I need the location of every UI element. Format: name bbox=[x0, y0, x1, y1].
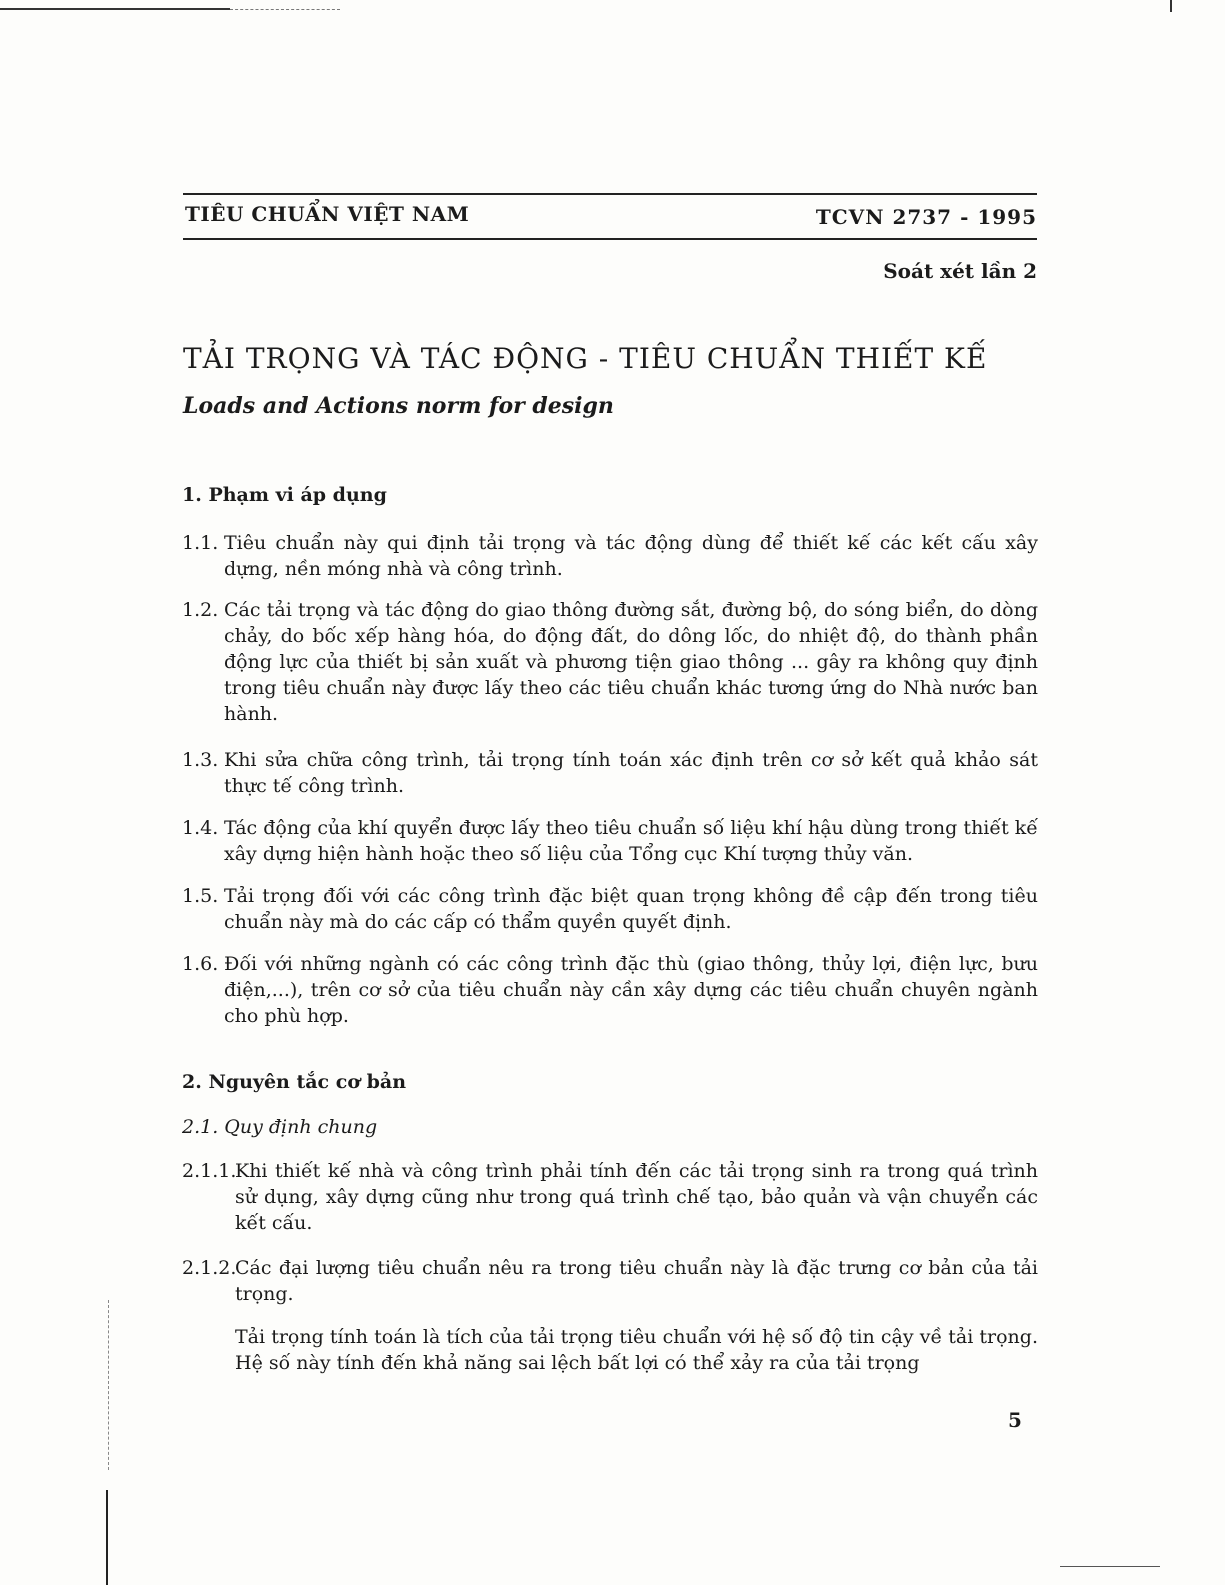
clause-1-5 bbox=[182, 883, 1038, 935]
clause-1-1 bbox=[182, 530, 1038, 582]
clause-number: 1.6. bbox=[182, 953, 219, 975]
clause-2-1-2-paragraph: Tải trọng tính toán là tích của tải trọng tiêu chuẩn với hệ số độ tin cậy về tải trọng. Hệ số này tính đến khả năng sai lệch bất lợi có thể xảy ra của tải trọng bbox=[235, 1326, 1038, 1374]
document-subtitle: Loads and Actions norm for design bbox=[183, 393, 614, 419]
clause-2-1-1 bbox=[182, 1158, 1038, 1236]
clause-text: Tác động của khí quyển được lấy theo tiêu chuẩn số liệu khí hậu dùng trong thiết kế xây dựng hiện hành hoặc theo số liệu của Tổng cục Khí tượng thủy văn. bbox=[224, 817, 1038, 865]
scan-edge-bottom bbox=[1060, 1566, 1160, 1567]
clause-2-1-2 bbox=[182, 1255, 1038, 1307]
clause-text: Khi sửa chữa công trình, tải trọng tính toán xác định trên cơ sở kết quả khảo sát thực tế công trình. bbox=[224, 749, 1038, 797]
document-title: TẢI TRỌNG VÀ TÁC ĐỘNG - TIÊU CHUẨN THIẾT KẾ bbox=[183, 342, 988, 375]
clause-number: 2.1.2. bbox=[182, 1257, 237, 1279]
header-rule-bottom bbox=[183, 238, 1037, 240]
scan-edge-top bbox=[0, 8, 230, 10]
scan-edge-top-dashed bbox=[230, 9, 340, 10]
section-1-heading: 1. Phạm vi áp dụng bbox=[182, 484, 387, 506]
clause-text: Các tải trọng và tác động do giao thông đường sắt, đường bộ, do sóng biển, do dòng chảy, do bốc xếp hàng hóa, do động đất, do dông lốc, do nhiệt độ, do thành phần động lực của thiết bị sản xuất và phương tiện giao thông ... gây ra không quy định trong tiêu chuẩn này được lấy theo các tiêu chuẩn khác tương ứng do Nhà nước ban hành. bbox=[224, 599, 1038, 725]
standard-code: TCVN 2737 - 1995 bbox=[815, 205, 1037, 229]
header-rule-top bbox=[183, 193, 1037, 195]
clause-text: Khi thiết kế nhà và công trình phải tính đến các tải trọng sinh ra trong quá trình sử dụng, xây dựng cũng như trong quá trình chế tạo, bảo quản và vận chuyển các kết cấu. bbox=[235, 1160, 1038, 1234]
clause-1-2 bbox=[182, 597, 1038, 727]
scan-edge-left bbox=[106, 1490, 108, 1585]
section-2-heading: 2. Nguyên tắc cơ bản bbox=[182, 1071, 407, 1093]
clause-text: Các đại lượng tiêu chuẩn nêu ra trong tiêu chuẩn này là đặc trưng cơ bản của tải trọng. bbox=[235, 1257, 1038, 1305]
clause-number: 1.4. bbox=[182, 817, 219, 839]
clause-number: 1.1. bbox=[182, 532, 219, 554]
clause-1-4 bbox=[182, 815, 1038, 867]
clause-number: 1.2. bbox=[182, 599, 219, 621]
standard-label: TIÊU CHUẨN VIỆT NAM bbox=[185, 202, 470, 226]
clause-number: 2.1.1. bbox=[182, 1160, 237, 1182]
clause-number: 1.3. bbox=[182, 749, 219, 771]
clause-1-6 bbox=[182, 951, 1038, 1029]
clause-text: Tải trọng đối với các công trình đặc biệt quan trọng không đề cập đến trong tiêu chuẩn này mà do các cấp có thẩm quyền quyết định. bbox=[224, 885, 1038, 933]
scan-edge-left-dashed bbox=[108, 1300, 109, 1470]
revision-label: Soát xét lần 2 bbox=[883, 259, 1037, 283]
scan-edge-right bbox=[1170, 0, 1172, 12]
clause-text: Tiêu chuẩn này qui định tải trọng và tác động dùng để thiết kế các kết cấu xây dựng, nền móng nhà và công trình. bbox=[224, 532, 1038, 580]
page-number: 5 bbox=[1008, 1408, 1022, 1432]
clause-number: 1.5. bbox=[182, 885, 219, 907]
subsection-2-1-heading: 2.1. Quy định chung bbox=[182, 1116, 378, 1138]
clause-1-3 bbox=[182, 747, 1038, 799]
clause-text: Đối với những ngành có các công trình đặc thù (giao thông, thủy lợi, điện lực, bưu điện,...), trên cơ sở của tiêu chuẩn này cần xây dựng các tiêu chuẩn chuyên ngành cho phù hợp. bbox=[224, 953, 1038, 1027]
